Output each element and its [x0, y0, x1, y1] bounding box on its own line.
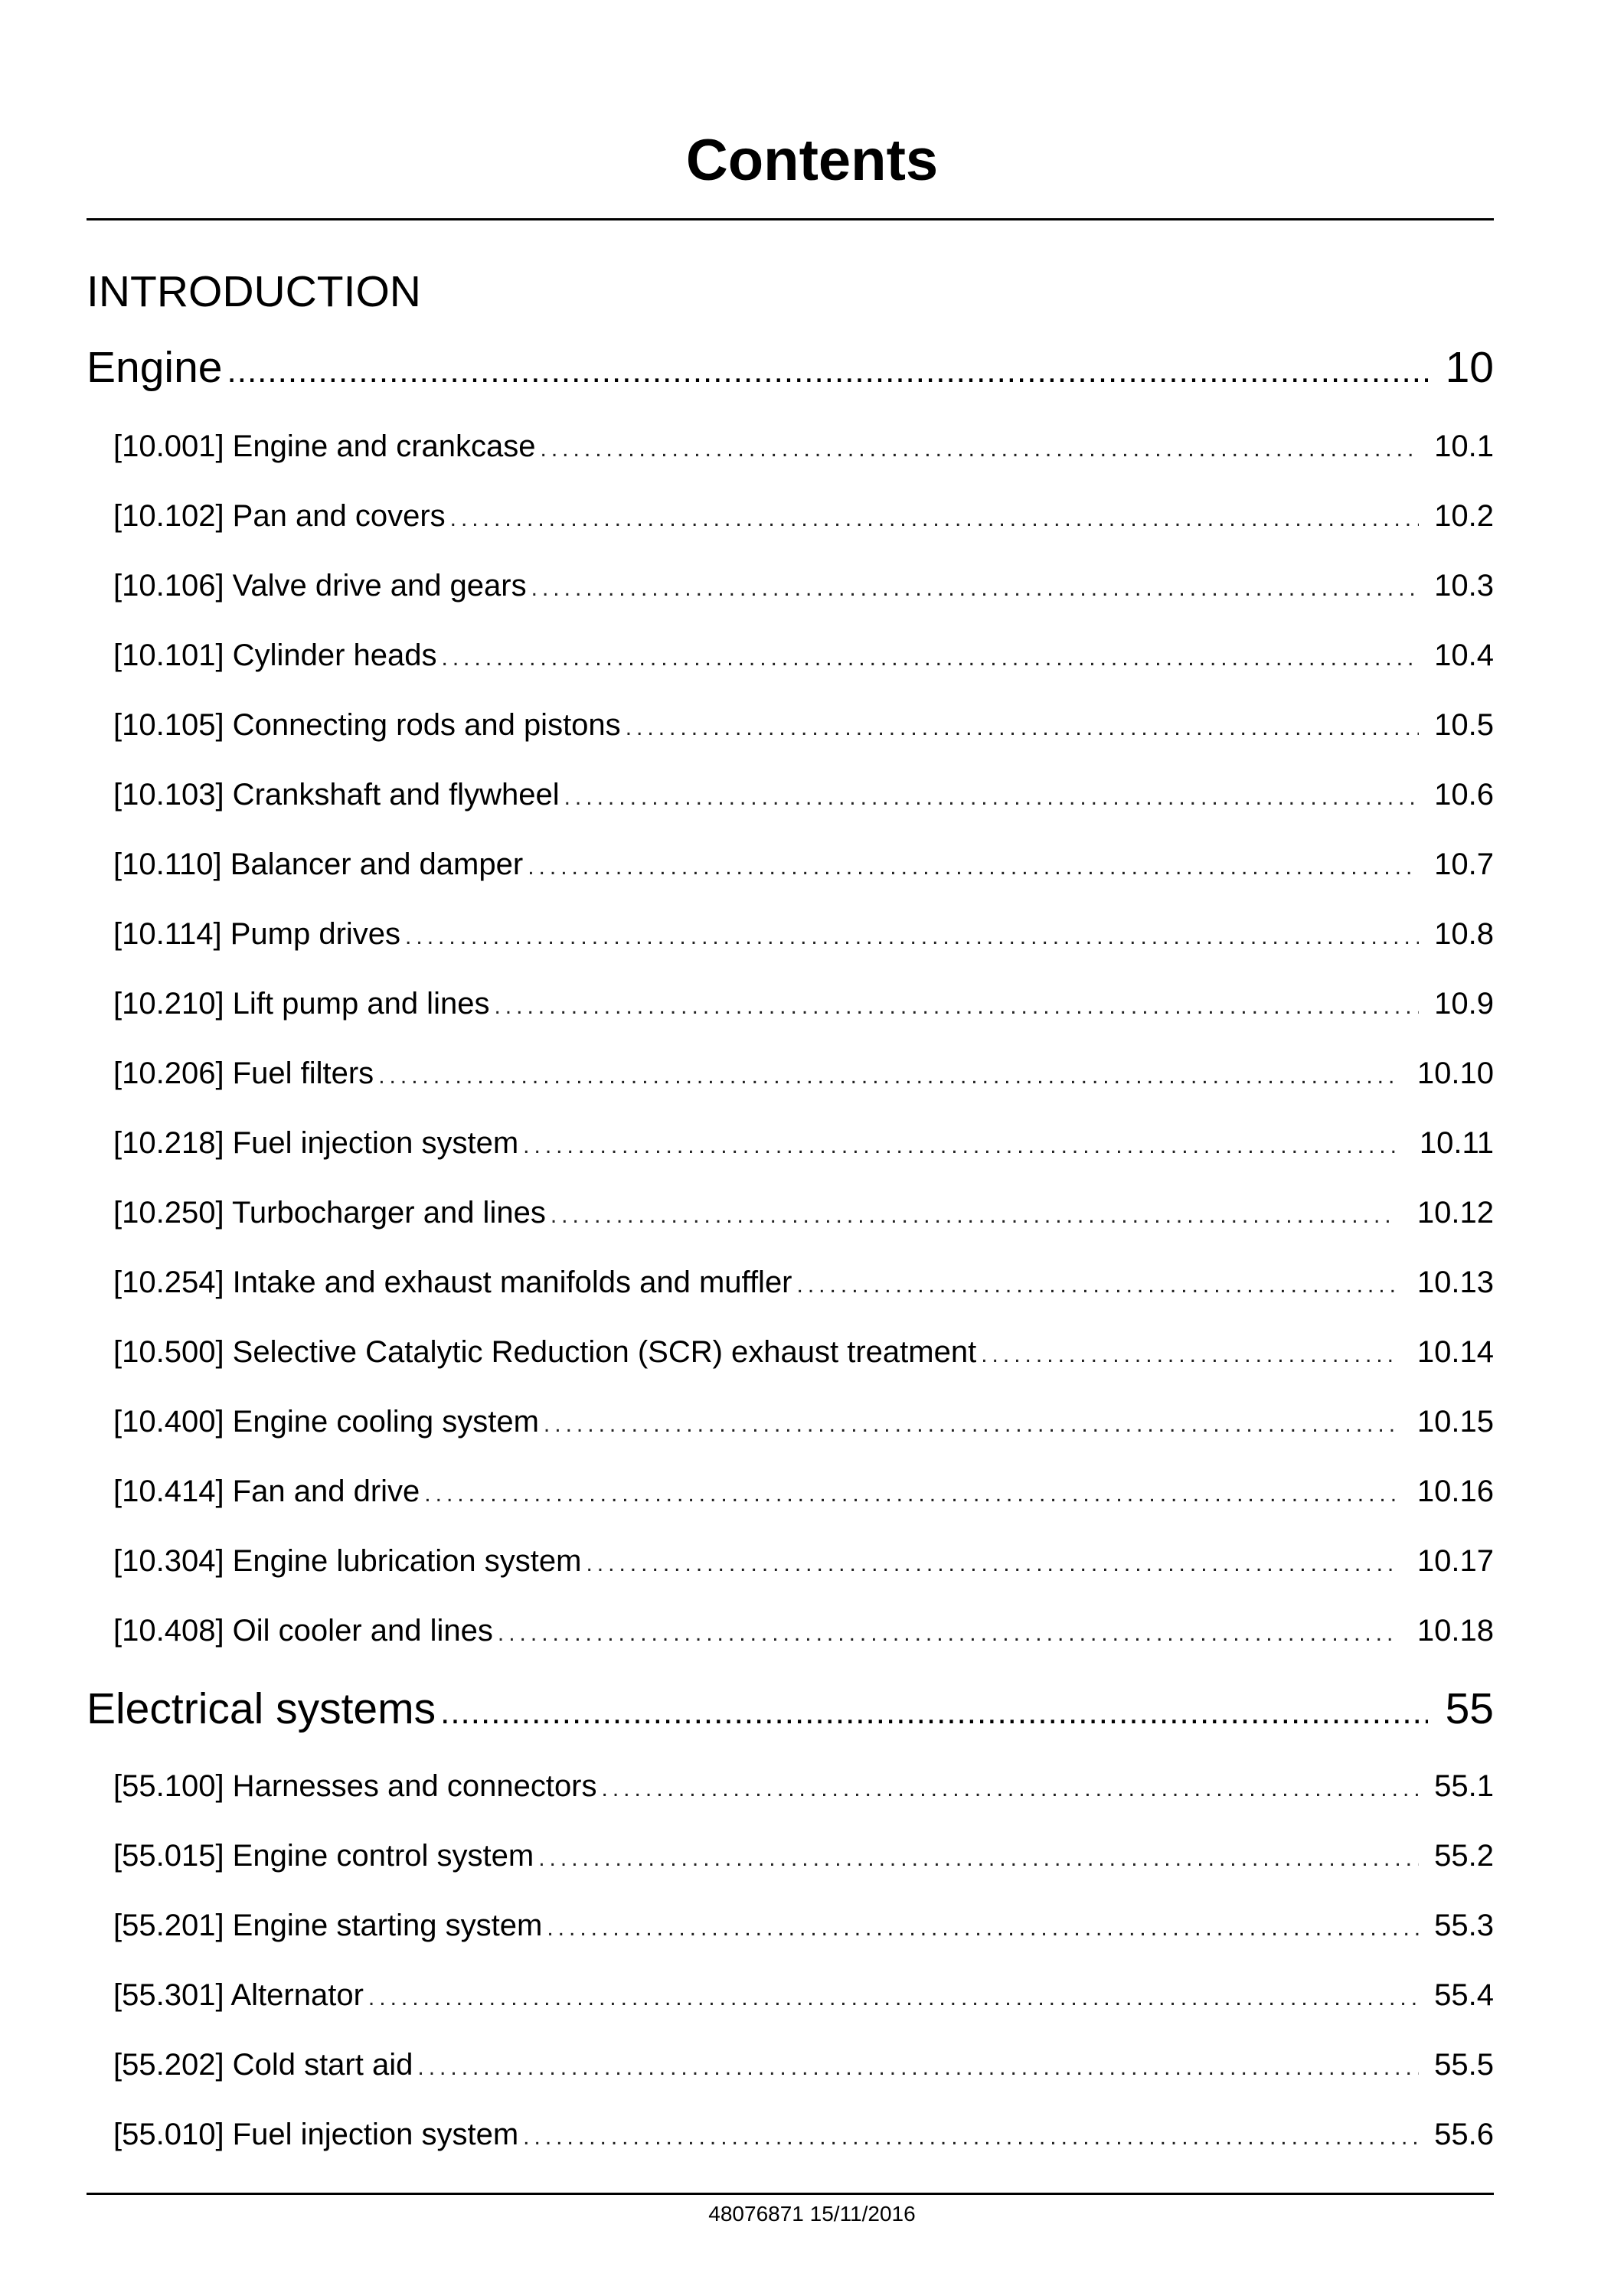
title-divider [87, 218, 1494, 220]
toc-entry-page: 10.9 [1434, 987, 1494, 1021]
toc-section-page: 55 [1445, 1684, 1494, 1733]
toc-entry[interactable] [113, 1474, 1494, 1512]
dot-leader [442, 641, 1420, 676]
toc-entry[interactable] [113, 429, 1494, 467]
dot-leader [450, 501, 1419, 537]
toc-entry-page: 10.12 [1417, 1196, 1494, 1230]
toc-entry-label: [10.304] Engine lubrication system [113, 1544, 582, 1578]
page-title: Contents [685, 128, 939, 193]
toc-entry-label: [10.400] Engine cooling system [113, 1405, 539, 1439]
dot-leader [405, 919, 1419, 955]
dot-leader [544, 1407, 1397, 1442]
dot-leader [424, 1477, 1397, 1512]
toc-section-page: 10 [1445, 343, 1494, 392]
toc-entry-label: [10.206] Fuel filters [113, 1057, 374, 1090]
toc-entry[interactable] [113, 777, 1494, 815]
toc-entry-page: 10.18 [1417, 1614, 1494, 1648]
toc-entry-page: 55.5 [1434, 2048, 1494, 2082]
toc-entry-label: [10.414] Fan and drive [113, 1475, 420, 1508]
toc-entry[interactable] [113, 1125, 1494, 1164]
toc-entry-page: 10.7 [1434, 848, 1494, 881]
toc-entry[interactable] [113, 1404, 1494, 1442]
toc-entry-page: 10.4 [1434, 639, 1494, 672]
toc-entry-page: 10.13 [1417, 1266, 1494, 1299]
toc-entry-label: [10.210] Lift pump and lines [113, 987, 490, 1021]
dot-leader [602, 1772, 1419, 1807]
dot-leader [981, 1337, 1397, 1373]
toc-entry-label: [55.015] Engine control system [113, 1839, 534, 1873]
toc-entry[interactable] [113, 1265, 1494, 1303]
toc-entry-page: 55.2 [1434, 1839, 1494, 1873]
toc-entry-label: [10.408] Oil cooler and lines [113, 1614, 493, 1648]
dot-leader [378, 1059, 1397, 1094]
toc-entry[interactable] [113, 916, 1494, 955]
toc-entry-page: 10.1 [1434, 429, 1494, 463]
toc-entry[interactable] [113, 1543, 1494, 1582]
toc-entry[interactable] [113, 986, 1494, 1024]
dot-leader [440, 1688, 1428, 1737]
toc-entry-page: 10.14 [1417, 1335, 1494, 1369]
toc-entry[interactable] [113, 1195, 1494, 1233]
dot-leader [797, 1268, 1397, 1303]
dot-leader [368, 1981, 1419, 2016]
toc-entry-label: [10.105] Connecting rods and pistons [113, 708, 621, 742]
toc-entry-label: [10.103] Crankshaft and flywheel [113, 778, 560, 812]
dot-leader [586, 1546, 1397, 1582]
toc-section-electrical-systems[interactable] [87, 1684, 1494, 1737]
toc-entry-page: 10.5 [1434, 708, 1494, 742]
introduction-heading[interactable]: INTRODUCTION [87, 267, 421, 316]
dot-leader [538, 1841, 1419, 1876]
dot-leader [541, 432, 1419, 467]
dot-leader [626, 710, 1419, 746]
footer-doc-id: 48076871 15/11/2016 [708, 2202, 916, 2226]
footer-divider [87, 2193, 1494, 2195]
toc-entry[interactable] [113, 2047, 1494, 2085]
toc-entry-page: 10.15 [1417, 1405, 1494, 1439]
toc-entry-page: 10.16 [1417, 1475, 1494, 1508]
dot-leader [528, 850, 1419, 885]
toc-entry-label: [10.110] Balancer and damper [113, 848, 524, 881]
toc-entry-label: [10.218] Fuel injection system [113, 1126, 519, 1160]
toc-entry[interactable] [113, 2117, 1494, 2155]
toc-entry[interactable] [113, 568, 1494, 606]
dot-leader [417, 2050, 1419, 2085]
toc-entry[interactable] [113, 1613, 1494, 1651]
toc-entry[interactable] [113, 847, 1494, 885]
toc-entry-page: 10.17 [1417, 1544, 1494, 1578]
toc-entry[interactable] [113, 1838, 1494, 1876]
toc-entry-page: 10.6 [1434, 778, 1494, 812]
toc-entry-label: [10.102] Pan and covers [113, 499, 446, 533]
toc-entry-label: [10.250] Turbocharger and lines [113, 1196, 546, 1230]
toc-entry-label: [10.114] Pump drives [113, 917, 401, 951]
toc-entry[interactable] [113, 1908, 1494, 1946]
toc-entry-page: 55.6 [1434, 2118, 1494, 2151]
toc-section-engine[interactable] [87, 343, 1494, 396]
toc-entry-page: 10.2 [1434, 499, 1494, 533]
dot-leader [523, 2120, 1419, 2155]
toc-entry-label: [55.010] Fuel injection system [113, 2118, 519, 2151]
toc-entry-page: 10.3 [1434, 569, 1494, 603]
toc-entry-label: [10.101] Cylinder heads [113, 639, 437, 672]
toc-entry[interactable] [113, 1056, 1494, 1094]
toc-entry-label: [10.106] Valve drive and gears [113, 569, 527, 603]
dot-leader [547, 1911, 1419, 1946]
dot-leader [494, 989, 1419, 1024]
toc-entry-page: 10.11 [1419, 1126, 1494, 1160]
toc-entry-label: [55.202] Cold start aid [113, 2048, 413, 2082]
dot-leader [523, 1128, 1397, 1164]
toc-entry[interactable] [113, 498, 1494, 537]
toc-section-label: Electrical systems [87, 1684, 436, 1733]
toc-entry-page: 10.8 [1434, 917, 1494, 951]
toc-entry-label: [55.301] Alternator [113, 1978, 364, 2012]
toc-entry[interactable] [113, 707, 1494, 746]
dot-leader [531, 571, 1419, 606]
toc-entry-label: [10.254] Intake and exhaust manifolds and muffler [113, 1266, 792, 1299]
toc-entry[interactable] [113, 1978, 1494, 2016]
dot-leader [498, 1616, 1397, 1651]
toc-entry-page: 55.3 [1434, 1909, 1494, 1942]
toc-entry[interactable] [113, 1769, 1494, 1807]
toc-entry-label: [10.500] Selective Catalytic Reduction (SCR) exhaust treatment [113, 1335, 977, 1369]
toc-entry[interactable] [113, 1334, 1494, 1373]
toc-entry-label: [55.201] Engine starting system [113, 1909, 543, 1942]
dot-leader [551, 1198, 1397, 1233]
toc-entry-page: 10.10 [1417, 1057, 1494, 1090]
toc-entry-label: [10.001] Engine and crankcase [113, 429, 536, 463]
toc-entry-page: 55.1 [1434, 1769, 1494, 1803]
dot-leader [227, 347, 1429, 396]
toc-entry-page: 55.4 [1434, 1978, 1494, 2012]
toc-entry-label: [55.100] Harnesses and connectors [113, 1769, 597, 1803]
dot-leader [564, 780, 1419, 815]
toc-entry[interactable] [113, 638, 1494, 676]
toc-section-label: Engine [87, 343, 223, 392]
